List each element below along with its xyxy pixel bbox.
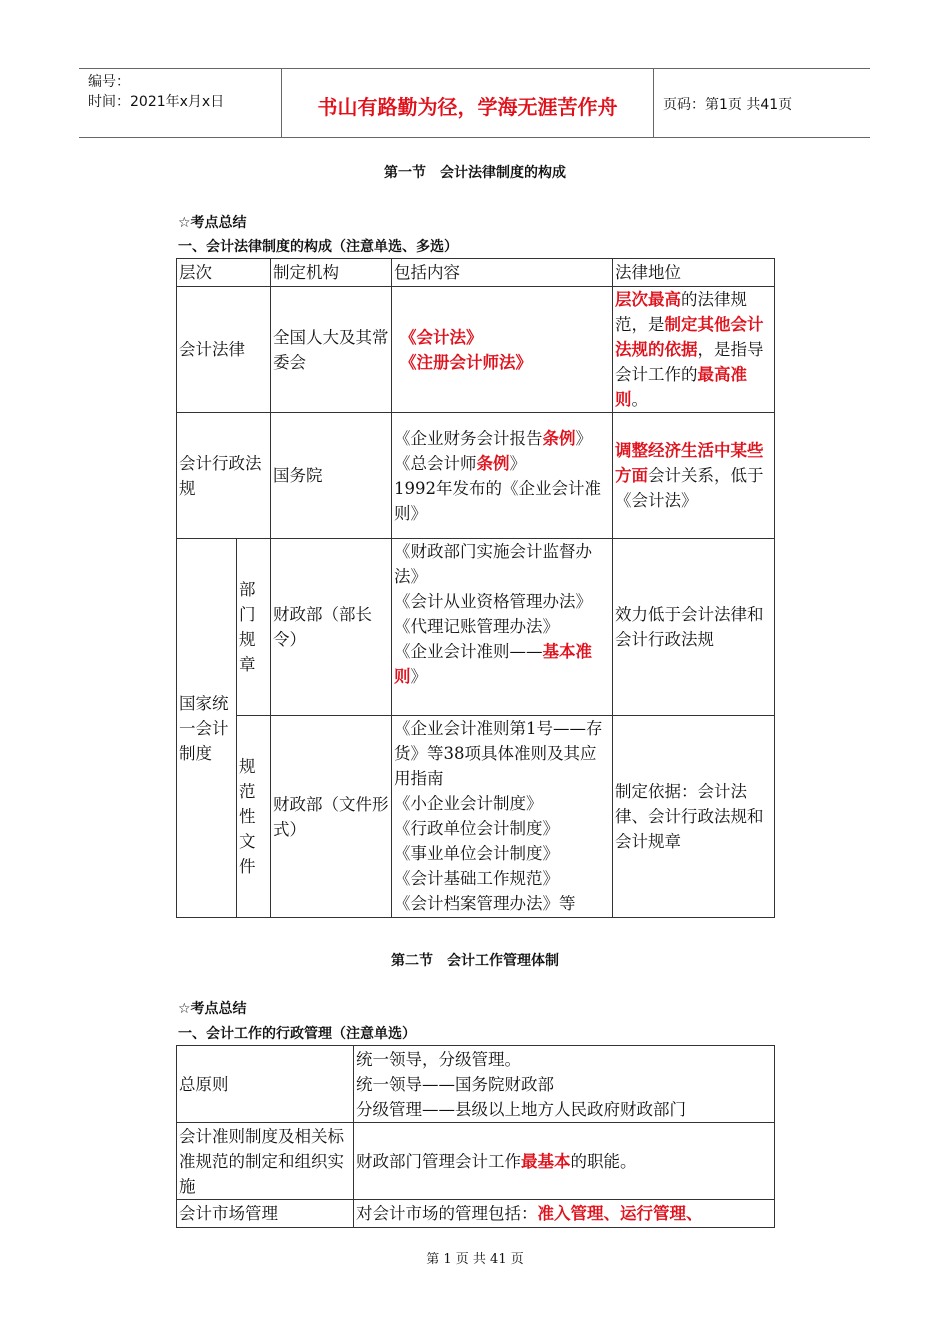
content-line: 《会计法》 [400,327,483,347]
status-highlight: 最高准则 [615,365,747,409]
content-line [394,451,610,476]
cell-content [392,287,613,413]
header-number: 编号： [88,74,130,90]
cell-label: 会计准则制度及相关标准规范的制定和组织实施 [177,1123,354,1200]
cell-org: 财政部（文件形式） [271,716,392,918]
content-highlight: 基本准则 [394,642,592,686]
table-row-dept-rules [177,539,775,716]
value-line: 统一领导，分级管理。 [356,1049,521,1069]
content-line [394,639,610,689]
section2-summary: ☆考点总结 [178,1001,247,1017]
content-line: 《财政部门实施会计监督办法》 [394,542,592,586]
admin-management-table [176,1045,775,1228]
content-highlight: 条例 [476,453,510,473]
cell-level: 会计行政法规 [177,413,271,539]
header-time: 时间：2021年x月x日 [88,94,225,110]
status-text: 。 [631,390,648,409]
table-header-row [177,259,775,287]
table-row [177,1123,775,1200]
content-text: 》 [410,667,427,686]
cell-org: 全国人大及其常委会 [271,287,392,413]
value-line: 分级管理——县级以上地方人民政府财政部门 [356,1099,686,1119]
content-line: 《会计档案管理办法》等 [394,894,576,913]
cell-value [354,1123,775,1200]
header-level: 层次 [177,259,271,287]
content-line: 1992年发布的《企业会计准则》 [394,478,601,523]
header-org: 制定机构 [271,259,392,287]
cell-content [392,716,613,918]
value-text: 对会计市场的管理包括： [356,1204,538,1223]
cell-status: 制定依据：会计法律、会计行政法规和会计规章 [613,716,775,918]
content-highlight: 条例 [542,428,576,448]
page-footer: 第 1 页 共 41 页 [426,1252,524,1267]
table-row-normative [177,716,775,918]
content-text: 》 [509,453,526,473]
cell-status: 效力低于会计法律和会计行政法规 [613,539,775,716]
content-line: 《行政单位会计制度》 [394,819,559,838]
status-highlight: 调整经济生活中某些方面 [615,441,764,485]
status-text: 会计关系，低于《会计法》 [615,466,764,510]
cell-status [613,287,775,413]
content-line: 《会计基础工作规范》 [394,869,559,888]
value-text: 的职能。 [570,1151,637,1171]
header-page-info: 页码：第1页 共41页 [663,97,793,113]
content-line: 《小企业会计制度》 [394,794,543,813]
content-line: 《企业会计准则第1号——存货》等38项具体准则及其应用指南 [394,719,603,788]
section1-summary: ☆考点总结 [178,215,247,231]
value-text: 财政部门管理会计工作 [356,1151,521,1171]
header-motto: 书山有路勤为径，学海无涯苦作舟 [282,69,654,137]
cell-sublevel: 部门规章 [237,539,271,716]
table-row [177,1046,775,1123]
content-text: 《企业会计准则—— [394,642,543,661]
table-row-law [177,287,775,413]
status-highlight: 层次最高 [615,290,681,309]
content-line: 《会计从业资格管理办法》 [394,592,592,611]
cell-content [392,539,613,716]
content-line: 《注册会计师法》 [400,352,532,372]
content-line: 《事业单位会计制度》 [394,844,559,863]
cell-status [613,413,775,539]
header-content: 包括内容 [392,259,613,287]
cell-sublevel: 规范性文件 [237,716,271,918]
header-status: 法律地位 [613,259,775,287]
value-line: 统一领导——国务院财政部 [356,1074,554,1094]
cell-value [354,1200,775,1228]
status-highlight: 制定其他会计法规的依据 [615,315,764,359]
status-text: ，是指导会计工作的 [615,340,764,384]
cell-org: 财政部（部长令） [271,539,392,716]
cell-value [354,1046,775,1123]
content-text: 》 [575,428,592,448]
section1-title: 第一节 会计法律制度的构成 [384,165,566,181]
cell-content [392,413,613,539]
cell-label: 总原则 [177,1046,354,1123]
document-header [79,68,870,138]
cell-level: 会计法律 [177,287,271,413]
table-row [177,1200,775,1228]
section2-subtitle: 一、会计工作的行政管理（注意单选） [178,1026,416,1042]
value-highlight: 最基本 [521,1151,571,1171]
cell-org: 国务院 [271,413,392,539]
legal-structure-table [176,258,775,918]
cell-label: 会计市场管理 [177,1200,354,1228]
section2-title: 第二节 会计工作管理体制 [391,953,559,969]
header-meta [79,69,282,137]
content-line [394,426,610,451]
content-text: 《总会计师 [394,453,477,473]
value-highlight: 准入管理、运行管理、 [537,1204,703,1223]
status-text: 的法律规范，是 [615,290,747,334]
content-line: 《代理记账管理办法》 [394,617,559,636]
table-row-admin [177,413,775,539]
cell-level-national: 国家统一会计制度 [177,539,237,918]
section1-subtitle: 一、会计法律制度的构成（注意单选、多选） [178,239,458,255]
content-text: 《企业财务会计报告 [394,428,543,448]
